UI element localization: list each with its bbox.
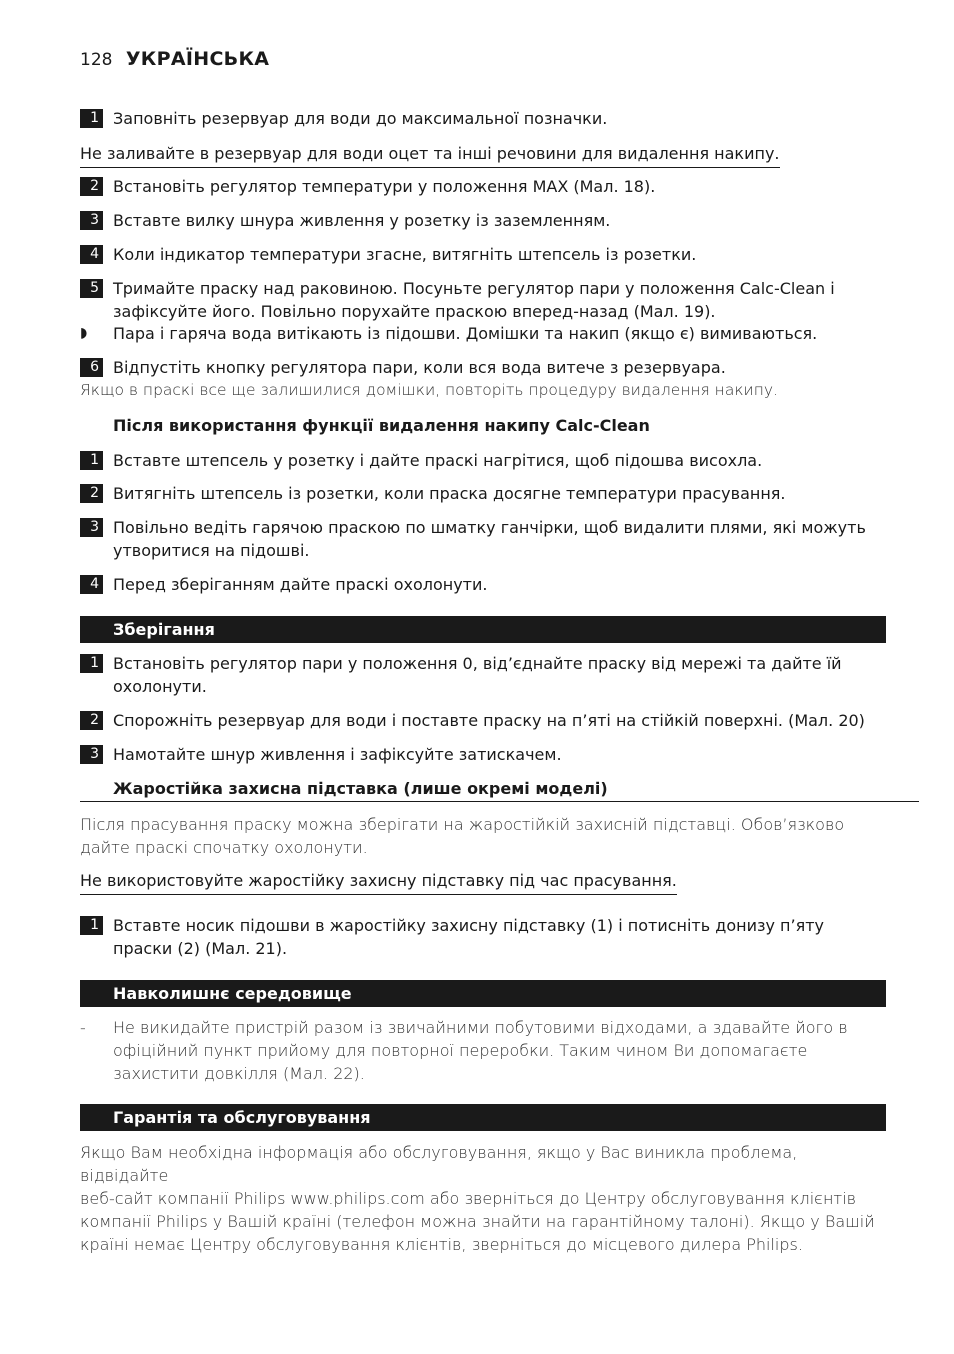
after-step-4: 4 Перед зберіганням дайте праскі охолонути.: [80, 573, 886, 596]
environment-heading-bar: Навколишнє середовище: [80, 980, 886, 1007]
page-number: 128: [80, 50, 113, 70]
storage-step-2: 2 Спорожніть резервуар для води і поставте праску на п’яті на стійкій поверхні. (Мал. 20): [80, 709, 886, 732]
stand-warning: Не використовуйте жаростійку захисну підставку під час прасування.: [80, 869, 886, 895]
descale-step-4: 4 Коли індикатор температури згасне, витягніть штепсель із розетки.: [80, 243, 886, 266]
page-header: [80, 48, 269, 70]
warranty-heading-bar: Гарантія та обслуговування: [80, 1104, 886, 1131]
descale-note: Якщо в праскі все ще залишилися домішки, повторіть процедуру видалення накипу.: [80, 381, 778, 399]
warranty-paragraph: Якщо Вам необхідна інформація або обслуговування, якщо у Вас виникла проблема, відвідайте веб-сайт компанії Philips www.philips.com або зверніться до Центру обслуговування клієнтів компанії Philips у Вашій країні (телефон можна знайти на гарантійному талоні). Якщо у Вашій країні немає Центру обслуговування клієнтів, зверніться до місцевого дилера Philips.: [80, 1143, 875, 1254]
storage-step-1: 1 Встановіть регулятор пари у положення 0, від’єднайте праску від мережі та дайте їй охолонути.: [80, 652, 886, 698]
descale-step-6: 6 Відпустіть кнопку регулятора пари, коли вся вода витече з резервуара.: [80, 356, 886, 379]
after-calcclean-heading: Після використання функції видалення накипу Calc-Clean: [113, 416, 650, 435]
descale-step-2: 2 Встановіть регулятор температури у положення MAX (Мал. 18).: [80, 175, 886, 198]
after-step-2: 2 Витягніть штепсель із розетки, коли праска досягне температури прасування.: [80, 482, 886, 505]
after-step-1: 1 Вставте штепсель у розетку і дайте праскі нагрітися, щоб підошва висохла.: [80, 449, 886, 472]
stand-heading: Жаростійка захисна підставка (лише окремі моделі): [80, 777, 919, 802]
stand-step-1: 1 Вставте носик підошви в жаростійку захисну підставку (1) і потисніть донизу п’яту праски (2) (Мал. 21).: [80, 914, 886, 960]
environment-item: - Не викидайте пристрій разом із звичайними побутовими відходами, а здавайте його в офіційний пункт прийому для повторної переробки. Таким чином Ви допомагаєте захистити довкілля (Мал. 22).: [80, 1018, 848, 1083]
language-title: УКРАЇНСЬКА: [125, 48, 270, 70]
descale-step-1: 1 Заповніть резервуар для води до максимальної позначки.: [80, 107, 886, 130]
storage-step-3: 3 Намотайте шнур живлення і зафіксуйте затискачем.: [80, 743, 886, 766]
stand-paragraph: Після прасування праску можна зберігати на жаростійкій захисній підставці. Обов’язково дайте праскі спочатку охолонути.: [80, 815, 845, 857]
storage-heading-bar: Зберігання: [80, 616, 886, 643]
after-step-3: 3 Повільно ведіть гарячою праскою по шматку ганчірки, щоб видалити плями, які можуть утворитися на підошві.: [80, 516, 886, 562]
descale-result-bullet: ◗ Пара і гаряча вода витікають із підошви. Домішки та накип (якщо є) вимиваються.: [80, 324, 818, 343]
bullet-icon: ◗: [80, 325, 88, 341]
descale-step-5: 5 Тримайте праску над раковиною. Посуньте регулятор пари у положення Calc-Clean і зафіксуйте його. Повільно поруxайте праскою вперед-назад (Мал. 19).: [80, 277, 886, 323]
descale-step-3: 3 Вставте вилку шнура живлення у розетку із заземленням.: [80, 209, 886, 232]
descale-warning: Не заливайте в резервуар для води оцет та інші речовини для видалення накипу.: [80, 142, 886, 168]
